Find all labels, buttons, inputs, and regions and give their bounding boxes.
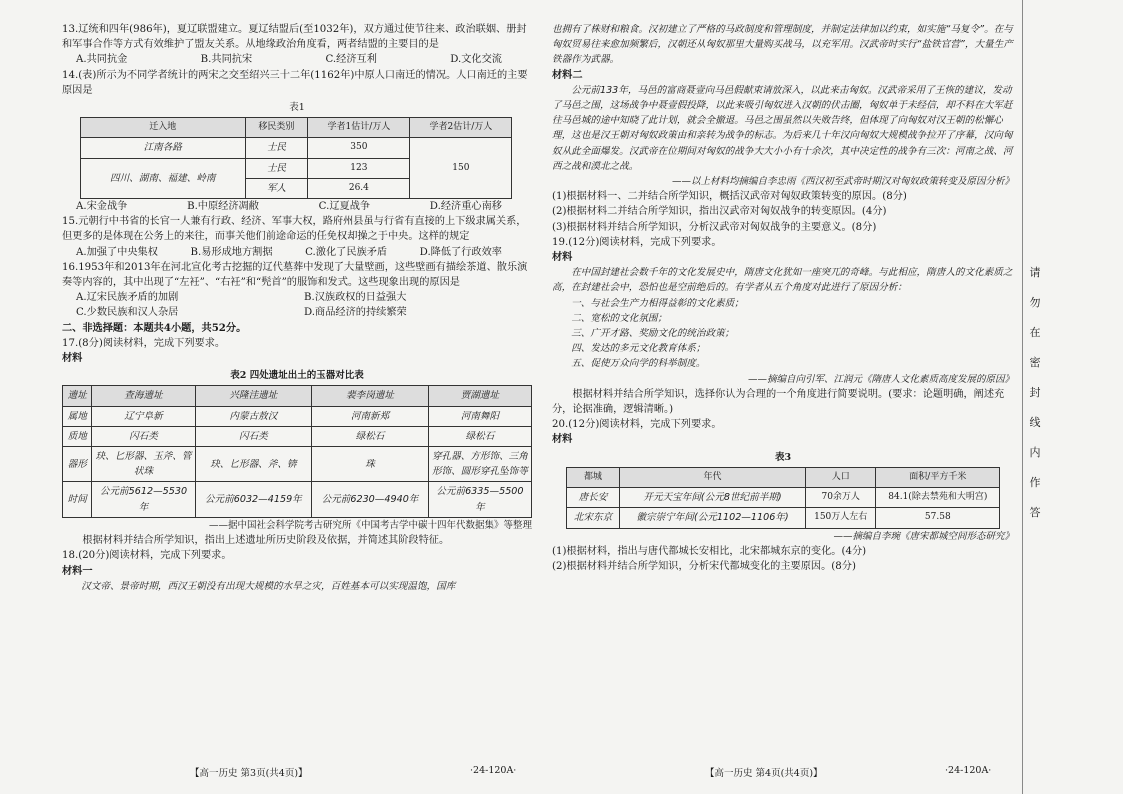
- table3-cell: 84.1(除去禁苑和大明宫): [876, 488, 1000, 508]
- q19-material-label: 材料: [552, 251, 573, 264]
- q19-material-text: 在中国封建社会数千年的文化发展史中，隋唐文化犹如一座突兀的奇峰。与此相应，隋唐人的文化素质之高，在封建社会中，恐怕也是空前绝后的。有学者从五个角度对此进行了原因分析：: [552, 267, 1013, 294]
- table1-header: 学者2估计/万人: [410, 118, 512, 138]
- table1: [80, 117, 512, 199]
- q16-option-c: C.少数民族和汉人杂居: [76, 307, 179, 319]
- binding-char: 密: [1029, 356, 1041, 369]
- q14-option-c: C.辽夏战争: [318, 201, 371, 213]
- table3-cell: 57.58: [876, 508, 1000, 528]
- table2-header: 兴隆洼遗址: [195, 386, 312, 406]
- table3-cell: 唐长安: [567, 488, 620, 508]
- table2-cell: 公元前5612—5530年: [92, 482, 195, 517]
- table2-cell: 闪石类: [92, 426, 195, 446]
- table2-cell: 公元前6335—5500年: [428, 482, 531, 517]
- table2-cell: 绿松石: [312, 426, 429, 446]
- q14-stem: 14.(表)所示为不同学者统计的两宋之交至绍兴三十二年(1162年)中原人口南迁的情况。人口南迁的主要原因是: [62, 69, 528, 96]
- q15-option-a: A.加强了中央集权: [76, 246, 158, 258]
- binding-char: 内: [1029, 446, 1041, 459]
- binding-line: [1022, 0, 1024, 794]
- q13-stem: 13.辽统和四年(986年)，夏辽联盟建立。夏辽结盟后(至1032年)，双方通过使节往来、政治联姻、册封和军事合作等方式有效维护了盟友关系。从地缘政治角度看，两者结盟的主要目的是: [62, 24, 527, 51]
- binding-char: 封: [1029, 386, 1041, 399]
- table2: [62, 385, 532, 517]
- table1-cell: 26.4: [308, 178, 410, 198]
- table1-title: 表1: [289, 102, 305, 114]
- q13-options: [62, 52, 532, 67]
- table1-cell: 军人: [245, 178, 308, 198]
- table3-cell: 北宋东京: [567, 508, 620, 528]
- table2-cell: 玦、匕形器、斧、锛: [195, 447, 312, 482]
- left-footer-title: 【高一历史 第3页(共4页)】: [190, 768, 308, 779]
- table2-cell: 河南新郑: [312, 406, 429, 426]
- table3-cell: 150万人左右: [806, 508, 876, 528]
- table1-cell: 150: [410, 138, 512, 199]
- table2-cell: 内蒙古敖汉: [195, 406, 312, 426]
- table2-header: 查海遗址: [92, 386, 195, 406]
- binding-char: 在: [1029, 326, 1041, 339]
- binding-char: 请: [1029, 266, 1041, 279]
- table2-cell: 穿孔器、方形饰、三角形饰、圆形穿孔坠饰等: [428, 447, 531, 482]
- table3-header: 都城: [567, 467, 620, 487]
- q15-option-b: B.易形成地方割据: [190, 246, 273, 258]
- table3-cell: 徽宗崇宁年间(公元1102—1106年): [620, 508, 806, 528]
- table3: [566, 467, 1000, 529]
- table2-cell: 公元前6230—4940年: [312, 482, 429, 517]
- table2-cell: 公元前6032—4159年: [195, 482, 312, 517]
- right-footer-title: 【高一历史 第4页(共4页)】: [705, 768, 823, 779]
- binding-char: 答: [1029, 506, 1041, 519]
- q19-source: ——摘编自向引军、江润元《隋唐人文化素质高度发展的原因》: [747, 373, 1014, 385]
- left-page: [62, 22, 532, 594]
- table1-header: 学者1估计/万人: [308, 118, 410, 138]
- q15-options: [62, 245, 532, 260]
- q16-stem: 16.1953年和2013年在河北宣化考古挖掘的辽代墓葬中发现了大量壁画，这些壁画有描绘茶道、散乐演奏等内容的，其中出现了“左衽”、“右衽”和“髡首”的服饰和发式。这些现象出现的原因是: [62, 261, 528, 289]
- q18-material1-continued: 也拥有了株财和粮食。汉初建立了严格的马政制度和管理制度，并制定法律加以约束，如实施“马复令”。在与匈奴贸易往来愈加频繁后，汉朝还从匈奴那里大量购买战马，以充军用。汉武帝时实行“盐铁官营”，大量生产铁器作为武器。: [552, 24, 1013, 66]
- table1-cell: 350: [308, 138, 410, 158]
- table2-cell: 器形: [63, 447, 92, 482]
- binding-char: 勿: [1029, 296, 1041, 309]
- q15-stem: 15.元朝行中书省的长官一人兼有行政、经济、军事大权，路府州县虽与行省有直接的上下级隶属关系，但更多的是体现在公务上的来往，而事关他们前途命运的任免权却操之于中央。这样的规定: [62, 216, 527, 243]
- q18-material2-label: 材料二: [552, 68, 583, 81]
- q20-stem: 20.(12分)阅读材料，完成下列要求。: [552, 419, 722, 431]
- table3-header: 面积/平方千米: [876, 467, 1000, 487]
- q20-req1: (1)根据材料，指出与唐代都城长安相比，北宋都城东京的变化。(4分): [552, 545, 867, 557]
- q17-stem: 17.(8分)阅读材料，完成下列要求。: [62, 337, 226, 349]
- table2-cell: 属地: [63, 406, 92, 426]
- q13-option-a: A.共同抗金: [76, 54, 128, 66]
- q14-option-d: D.经济重心南移: [429, 201, 502, 213]
- table1-cell: 123: [308, 158, 410, 178]
- q16-options: [62, 290, 532, 320]
- q17-source: ——据中国社会科学院考古研究所《中国考古学中碳十四年代数据集》等整理: [208, 519, 532, 531]
- q13-option-d: D.文化交流: [450, 54, 502, 66]
- q19-requirement: 根据材料并结合所学知识，选择你认为合理的一个角度进行简要说明。(要求：论题明确，阐述充分，论据准确，逻辑清晰。): [552, 388, 1005, 416]
- q18-req1: (1)根据材料一、二并结合所学知识，概括汉武帝对匈奴政策转变的原因。(8分): [552, 191, 907, 203]
- table2-cell: 玦、匕形器、玉斧、管状珠: [92, 447, 195, 482]
- binding-notice: [1028, 258, 1042, 528]
- q16-option-a: A.辽宋民族矛盾的加剧: [76, 292, 179, 304]
- table3-cell: 70余万人: [806, 488, 876, 508]
- table1-header: 迁入地: [81, 118, 246, 138]
- q15-option-c: C.激化了民族矛盾: [305, 246, 388, 258]
- q19-point: 三、广开才路、奖励文化的统治政策；: [571, 328, 735, 340]
- table2-cell: 辽宁阜新: [92, 406, 195, 426]
- table1-header: 移民类别: [245, 118, 308, 138]
- q14-options: [62, 199, 532, 214]
- table2-title: 表2 四处遗址出土的玉器对比表: [230, 370, 364, 382]
- table3-header: 年代: [620, 467, 806, 487]
- table2-header: 遗址: [63, 386, 92, 406]
- table2-header: 裴李岗遗址: [312, 386, 429, 406]
- table2-cell: 时间: [63, 482, 92, 517]
- q18-req2: (2)根据材料二并结合所学知识，指出汉武帝对匈奴战争的转变原因。(4分): [552, 206, 887, 218]
- q19-point: 二、宽松的文化氛围；: [571, 312, 668, 324]
- q20-req2: (2)根据材料并结合所学知识，分析宋代都城变化的主要原因。(8分): [552, 560, 856, 572]
- q16-option-b: B.汉族政权的日益强大: [304, 292, 407, 304]
- table3-cell: 开元天宝年间(公元8世纪前半期): [620, 488, 806, 508]
- q19-point: 四、发达的多元文化教育体系；: [571, 343, 706, 355]
- q13-option-c: C.经济互利: [325, 54, 377, 66]
- table2-cell: 质地: [63, 426, 92, 446]
- left-footer-code: ·24-120A·: [470, 765, 517, 776]
- table1-cell: 四川、湖南、福建、岭南: [81, 158, 246, 198]
- table2-cell: 珠: [312, 447, 429, 482]
- q16-option-d: D.商品经济的持续繁荣: [304, 307, 407, 319]
- q18-material2-text: 公元前133年，马邑的富商聂壹向马邑假献束请放深入，以此来击匈奴。汉武帝采用了王恢的建议，发动了马邑之围，这场战争中聂壹假投降，以此来吸引匈奴进入汉朝的伏击圈，匈奴单于未经信，却不料在大军赶往马邑城的途中知晓了此计划，就会全撤退。马邑之围虽然以失败告终，但体现了向匈奴对汉王朝的松懈心理，这也是汉王朝对匈奴政策由和亲转为战争的标志。为后来几十年汉向匈奴大规模战争拉开了序幕，汉向匈奴从此全面爆发。汉武帝在位期间对匈奴的战争大大小小有十余次，其中决定性的战争有三次：河南之战、河西之战和漠北之战。: [552, 84, 1013, 172]
- section2-heading: 二、非选择题：本题共4小题，共52分。: [62, 321, 247, 334]
- q18-source: ——以上材料均摘编自李忠雨《西汉初至武帝时期汉对匈奴政策转变及原因分析》: [671, 176, 1014, 188]
- table1-cell: 江南各路: [81, 138, 246, 158]
- table1-cell: 士民: [245, 138, 308, 158]
- q17-material-label: 材料: [62, 352, 83, 365]
- q15-option-d: D.降低了行政效率: [419, 246, 502, 258]
- right-page: [552, 22, 1014, 574]
- q19-point: 五、促使万众向学的科举制度。: [571, 358, 706, 370]
- right-footer-code: ·24-120A·: [945, 765, 992, 776]
- q14-option-b: B.中原经济凋敝: [187, 201, 259, 213]
- table2-cell: 闪石类: [195, 426, 312, 446]
- q20-material-label: 材料: [552, 433, 573, 446]
- table3-header: 人口: [806, 467, 876, 487]
- binding-char: 线: [1029, 416, 1041, 429]
- q17-requirement: 根据材料并结合所学知识，指出上述遗址所历史阶段及依据，并简述其阶段特征。: [82, 535, 450, 547]
- table2-header: 贾湖遗址: [428, 386, 531, 406]
- q20-source: ——摘编自李琬《唐宋都城空间形态研究》: [833, 530, 1014, 542]
- table2-cell: 河南舞阳: [428, 406, 531, 426]
- q18-stem: 18.(20分)阅读材料，完成下列要求。: [62, 550, 232, 562]
- table2-cell: 绿松石: [428, 426, 531, 446]
- q19-point: 一、与社会生产力相得益彰的文化素质；: [571, 297, 744, 309]
- table1-cell: 士民: [245, 158, 308, 178]
- q18-material-label: 材料一: [62, 564, 93, 577]
- q19-stem: 19.(12分)阅读材料，完成下列要求。: [552, 236, 722, 248]
- table3-title: 表3: [774, 451, 792, 463]
- q18-material1-text: 汉文帝、景帝时期，西汉王朝没有出现大规模的水旱之灾，百姓基本可以实现温饱，国库: [81, 580, 456, 592]
- q13-option-b: B.共同抗宋: [200, 54, 253, 66]
- binding-char: 作: [1029, 476, 1041, 489]
- q18-req3: (3)根据材料并结合所学知识，分析汉武帝对匈奴战争的主要意义。(8分): [552, 221, 877, 233]
- q14-option-a: A.宋金战争: [76, 201, 128, 213]
